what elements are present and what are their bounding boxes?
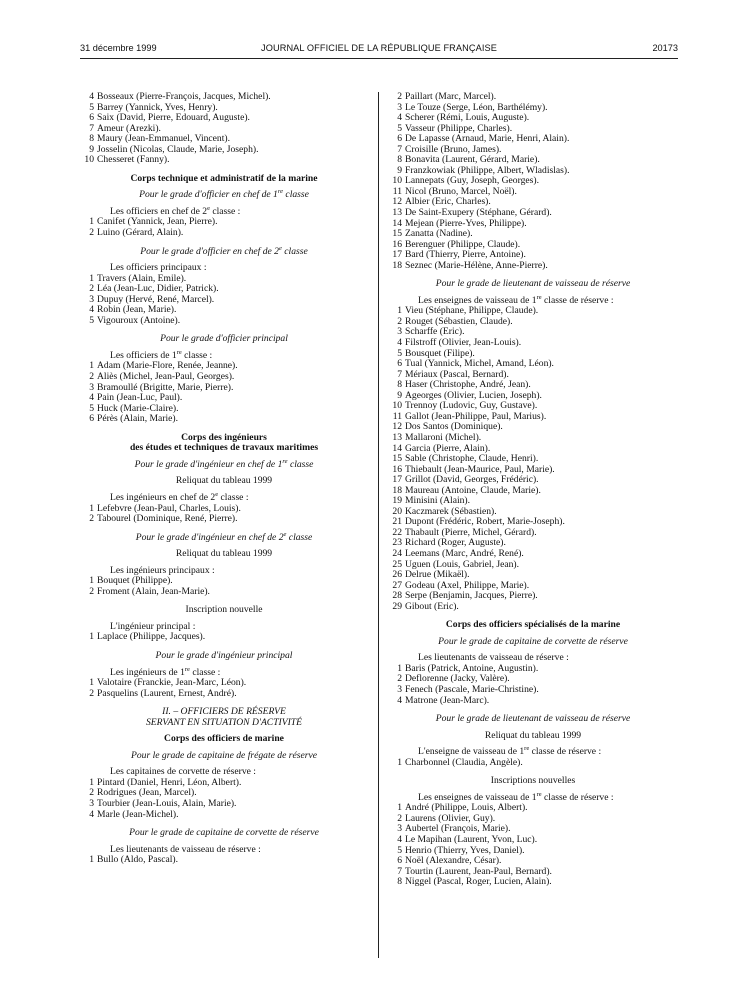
entry-rank: 12 [392, 421, 402, 433]
entry-rank: 2 [397, 673, 402, 685]
list-entry [80, 414, 368, 425]
column-divider [378, 92, 379, 958]
entry-name: Maury (Jean-Emmanuel, Vincent). [97, 133, 230, 145]
entry-name: Richard (Roger, Auguste). [405, 537, 506, 549]
entry-rank: 6 [89, 413, 94, 425]
entry-rank: 6 [397, 855, 402, 867]
entry-rank: 11 [392, 410, 402, 422]
entry-rank: 16 [392, 463, 402, 475]
list-entry [388, 877, 678, 888]
entry-rank: 13 [392, 207, 402, 219]
list-entry [80, 587, 368, 598]
entry-name: Tual (Yannick, Michel, Amand, Léon). [405, 358, 554, 370]
name-list [80, 855, 368, 866]
entry-name: Bosseaux (Pierre-François, Jacques, Michel). [97, 91, 271, 102]
entry-rank: 2 [89, 283, 94, 295]
entry-rank: 25 [392, 558, 402, 570]
entry-name: Mejean (Pierre-Yves, Philippe). [405, 217, 527, 229]
entry-rank: 1 [89, 216, 94, 228]
grade-heading: Pour le grade de capitaine de corvette de réserve [129, 827, 319, 839]
entry-rank: 4 [397, 337, 402, 349]
entry-name: Berenguer (Philippe, Claude). [405, 238, 521, 250]
entry-rank: 9 [397, 164, 402, 176]
entry-rank: 3 [397, 326, 402, 338]
name-list [388, 803, 678, 887]
entry-name: Franzkowiak (Philippe, Albert, Wladislas). [405, 164, 570, 176]
entry-rank: 1 [89, 631, 94, 643]
list-entry [80, 514, 368, 525]
entry-name: Serpe (Benjamin, Jacques, Pierre). [405, 590, 538, 602]
entry-name: Vieu (Stéphane, Philippe, Claude). [405, 305, 539, 317]
entry-rank: 3 [397, 101, 402, 113]
entry-rank: 15 [392, 453, 402, 465]
inscription-heading: Inscriptions nouvelles [490, 775, 576, 787]
entry-name: Scherer (Rémi, Louis, Auguste). [405, 112, 530, 124]
entry-name: Thabault (Pierre, Michel, Gérard). [405, 526, 537, 538]
entry-name: Mériaux (Pascal, Bernard). [405, 368, 509, 380]
name-list [388, 306, 678, 612]
entry-name: Matrone (Jean-Marc). [405, 694, 490, 706]
entry-name: Thiebault (Jean-Maurice, Paul, Marie). [405, 463, 555, 475]
list-intro: Les capitaines de corvette de réserve : [110, 766, 256, 778]
list-intro: L'ingénieur principal : [110, 620, 196, 632]
grade-heading: Pour le grade d'ingénieur principal [155, 649, 293, 661]
list-intro: Les lieutenants de vaisseau de réserve : [110, 843, 261, 855]
entry-name: Grillot (David, Georges, Frédéric). [405, 474, 539, 486]
entry-rank: 1 [397, 756, 402, 768]
list-entry [388, 433, 678, 444]
entry-name: Dos Santos (Dominique). [405, 421, 503, 433]
entry-name: Rouget (Sébastien, Claude). [405, 315, 513, 327]
list-entry [80, 632, 368, 643]
entry-rank: 13 [392, 431, 402, 443]
list-entry [388, 92, 678, 103]
list-intro: Les enseignes de vaisseau de 1re classe de réserve : [418, 293, 614, 306]
entry-name: Uguen (Louis, Gabriel, Jean). [405, 558, 520, 570]
list-intro: L'enseigne de vaisseau de 1re classe de réserve : [418, 744, 602, 758]
entry-rank: 3 [89, 293, 94, 305]
entry-name: Nicol (Bruno, Marcel, Noël). [405, 185, 517, 197]
grade-heading: Pour le grade d'officier principal [160, 333, 288, 345]
list-entry [388, 549, 678, 560]
entry-rank: 15 [392, 228, 402, 240]
name-list [388, 92, 678, 271]
entry-rank: 7 [397, 865, 402, 877]
entry-name: Godeau (Axel, Philippe, Marie). [405, 579, 530, 591]
entry-name: Ameur (Arezki). [97, 122, 161, 134]
entry-rank: 4 [397, 112, 402, 124]
entry-rank: 7 [397, 368, 402, 380]
entry-rank: 7 [397, 143, 402, 155]
entry-rank: 1 [397, 802, 402, 814]
list-entry [388, 758, 678, 769]
entry-name: Barrey (Yannick, Yves, Henry). [97, 101, 218, 113]
entry-rank: 8 [89, 133, 94, 145]
name-list [80, 92, 368, 166]
entry-name: Froment (Alain, Jean-Marie). [97, 585, 210, 597]
entry-name: Charbonnel (Claudia, Angèle). [405, 756, 523, 768]
entry-name: Sable (Christophe, Claude, Henri). [405, 453, 539, 465]
grade-heading: Pour le grade d'officier en chef de 2e classe [140, 244, 308, 257]
left-column [80, 92, 368, 866]
grade-heading: Pour le grade d'ingénieur en chef de 1re classe [134, 457, 314, 470]
entry-rank: 1 [89, 272, 94, 284]
header-journal-title: JOURNAL OFFICIEL DE LA RÉPUBLIQUE FRANÇAISE [261, 43, 497, 53]
entry-rank: 5 [397, 122, 402, 134]
entry-name: Niggel (Pascal, Roger, Lucien, Alain). [405, 876, 552, 888]
entry-rank: 2 [89, 227, 94, 239]
entry-name: Travers (Alain, Emile). [97, 272, 187, 284]
entry-name: Le Mapihan (Laurent, Yvon, Luc). [405, 834, 538, 845]
entry-name: Pain (Jean-Luc, Paul). [97, 392, 183, 404]
entry-rank: 9 [89, 143, 94, 155]
name-list [80, 504, 368, 525]
list-intro: Les lieutenants de vaisseau de réserve : [418, 652, 569, 664]
entry-rank: 17 [392, 474, 402, 486]
right-column [388, 92, 678, 888]
entry-rank: 21 [392, 516, 402, 528]
name-list [80, 632, 368, 643]
entry-name: Ageorges (Olivier, Lucien, Joseph). [405, 389, 542, 401]
entry-name: Le Touze (Serge, Léon, Barthélémy). [405, 101, 548, 113]
entry-rank: 5 [397, 844, 402, 856]
grade-heading: Pour le grade de lieutenant de vaisseau de réserve [435, 278, 631, 290]
entry-name: Noël (Alexandre, César). [405, 855, 502, 867]
entry-name: Bousquet (Filipe). [405, 347, 475, 359]
entry-name: Minisini (Alain). [405, 495, 471, 507]
list-entry [388, 602, 678, 613]
part-heading-line-2: SERVANT EN SITUATION D'ACTIVITÉ [145, 716, 302, 728]
entry-name: Maureau (Antoine, Claude, Marie). [405, 484, 541, 496]
entry-name: Garcia (Pierre, Alain). [405, 442, 491, 454]
entry-name: Laurens (Olivier, Guy). [405, 812, 496, 824]
entry-rank: 1 [89, 575, 94, 587]
entry-rank: 27 [392, 579, 402, 591]
entry-rank: 17 [392, 249, 402, 261]
entry-rank: 1 [89, 502, 94, 514]
entry-rank: 2 [397, 315, 402, 327]
entry-rank: 6 [397, 133, 402, 145]
entry-name: Huck (Marie-Claire). [97, 402, 179, 414]
entry-name: Josselin (Nicolas, Claude, Marie, Joseph). [97, 143, 259, 155]
entry-rank: 3 [89, 381, 94, 393]
entry-rank: 3 [89, 797, 94, 809]
list-entry [388, 685, 678, 696]
list-intro: Les enseignes de vaisseau de 1re classe de réserve : [418, 790, 614, 803]
list-intro: Les officiers de 1re classe : [110, 348, 213, 361]
entry-name: Pérès (Alain, Marie). [97, 413, 178, 425]
entry-rank: 4 [89, 304, 94, 316]
entry-rank: 28 [392, 590, 402, 602]
list-entry [388, 454, 678, 465]
entry-name: Luino (Gérard, Alain). [97, 227, 184, 239]
part-heading: II. – OFFICIERS DE RÉSERVE [162, 706, 286, 718]
list-entry [80, 228, 368, 239]
grade-heading: Pour le grade de capitaine de corvette de réserve [438, 635, 628, 647]
list-entry [80, 855, 368, 866]
name-list [80, 678, 368, 699]
name-list [80, 274, 368, 327]
grade-heading: Pour le grade d'ingénieur en chef de 2e classe [135, 530, 313, 543]
entry-name: Mallaroni (Michel). [405, 431, 482, 443]
entry-name: Scharffe (Eric). [405, 326, 465, 338]
entry-name: Zanatta (Nadine). [405, 228, 473, 240]
entry-rank: 4 [397, 834, 402, 845]
list-intro: Les officiers en chef de 2e classe : [110, 204, 241, 217]
entry-name: Laplace (Philippe, Jacques). [97, 631, 206, 643]
entry-name: Albier (Eric, Charles). [405, 196, 491, 208]
entry-rank: 5 [397, 347, 402, 359]
entry-rank: 22 [392, 526, 402, 538]
entry-name: Kaczmarek (Sébastien). [405, 505, 497, 517]
entry-rank: 2 [397, 812, 402, 824]
entry-name: Bonavita (Laurent, Gérard, Marie). [405, 154, 540, 166]
list-entry [80, 92, 368, 103]
entry-rank: 10 [392, 400, 402, 412]
entry-name: Gallot (Jean-Philippe, Paul, Marius). [405, 410, 547, 422]
entry-name: Delrue (Mikaël). [405, 569, 470, 581]
entry-rank: 10 [84, 154, 94, 166]
entry-rank: 2 [89, 687, 94, 699]
entry-rank: 1 [89, 360, 94, 372]
entry-rank: 2 [89, 585, 94, 597]
entry-name: Valotaire (Franckie, Jean-Marc, Léon). [97, 677, 247, 689]
entry-name: Bramoullé (Brigitte, Marie, Pierre). [97, 381, 234, 393]
list-entry [80, 799, 368, 810]
entry-rank: 6 [397, 358, 402, 370]
entry-rank: 2 [89, 513, 94, 525]
entry-name: Canifet (Yannick, Jean, Pierre). [97, 216, 218, 228]
section-heading-line-2: des études et techniques de travaux maritimes [129, 442, 319, 454]
reliquat-label: Reliquat du tableau 1999 [175, 548, 273, 560]
reliquat-label: Reliquat du tableau 1999 [484, 729, 582, 741]
header-rule [80, 58, 678, 59]
name-list [80, 576, 368, 597]
list-entry [388, 338, 678, 349]
page-header [80, 43, 678, 55]
entry-name: Fenech (Pascale, Marie-Christine). [405, 683, 539, 695]
entry-rank: 6 [89, 112, 94, 124]
entry-rank: 14 [392, 442, 402, 454]
reliquat-label: Reliquat du tableau 1999 [175, 475, 273, 487]
entry-rank: 19 [392, 495, 402, 507]
list-entry [80, 316, 368, 327]
entry-name: Tourtin (Laurent, Jean-Paul, Bernard). [405, 865, 552, 877]
list-entry [80, 689, 368, 700]
list-entry [388, 835, 678, 846]
entry-name: De Lapasse (Arnaud, Marie, Henri, Alain). [405, 133, 570, 145]
entry-name: Tabourel (Dominique, René, Pierre). [97, 513, 238, 525]
list-intro: Les ingénieurs principaux : [110, 564, 215, 576]
entry-name: Baris (Patrick, Antoine, Augustin). [405, 662, 539, 674]
entry-rank: 2 [89, 371, 94, 383]
entry-name: Adam (Marie-Flore, Renée, Jeanne). [97, 360, 238, 372]
entry-rank: 8 [397, 154, 402, 166]
entry-name: De Saint-Exupery (Stéphane, Gérard). [405, 207, 552, 219]
name-list [80, 778, 368, 820]
entry-rank: 2 [397, 91, 402, 102]
entry-name: Dupuy (Hervé, René, Marcel). [97, 293, 215, 305]
entry-name: Vigouroux (Antoine). [97, 314, 181, 326]
entry-rank: 11 [392, 185, 402, 197]
entry-rank: 2 [89, 787, 94, 799]
section-heading: Corps technique et administratif de la marine [130, 172, 318, 184]
list-entry [388, 208, 678, 219]
entry-rank: 3 [397, 823, 402, 835]
entry-rank: 26 [392, 569, 402, 581]
entry-rank: 4 [89, 808, 94, 820]
list-entry [388, 261, 678, 272]
list-entry [80, 810, 368, 821]
entry-name: Deflorenne (Jacky, Valère). [405, 673, 510, 685]
header-page-number: 20173 [652, 43, 678, 53]
entry-rank: 16 [392, 238, 402, 250]
entry-rank: 10 [392, 175, 402, 187]
entry-rank: 1 [397, 305, 402, 317]
header-date: 31 décembre 1999 [80, 43, 157, 53]
entry-rank: 1 [397, 662, 402, 674]
entry-rank: 29 [392, 600, 402, 612]
entry-rank: 20 [392, 505, 402, 517]
entry-name: Haser (Christophe, André, Jean). [405, 379, 531, 391]
entry-name: Lefebvre (Jean-Paul, Charles, Louis). [97, 502, 241, 514]
entry-rank: 23 [392, 537, 402, 549]
entry-rank: 8 [397, 379, 402, 391]
entry-rank: 12 [392, 196, 402, 208]
entry-name: Pasquelins (Laurent, Ernest, André). [97, 687, 237, 699]
section-heading: Corps des officiers de marine [164, 733, 284, 745]
entry-name: Seznec (Marie-Hélène, Anne-Pierre). [405, 259, 548, 271]
entry-rank: 1 [89, 776, 94, 788]
entry-name: Chesseret (Fanny). [97, 154, 170, 166]
entry-name: André (Philippe, Louis, Albert). [405, 802, 528, 814]
name-list [388, 664, 678, 706]
entry-name: Paillart (Marc, Marcel). [405, 91, 497, 102]
entry-rank: 1 [89, 677, 94, 689]
entry-name: Léa (Jean-Luc, Didier, Patrick). [97, 283, 219, 295]
inscription-heading: Inscription nouvelle [185, 604, 263, 616]
entry-rank: 14 [392, 217, 402, 229]
entry-rank: 5 [89, 402, 94, 414]
entry-rank: 1 [89, 854, 94, 866]
entry-name: Bullo (Aldo, Pascal). [97, 854, 179, 866]
entry-name: Dupont (Frédéric, Robert, Marie-Joseph). [405, 516, 565, 528]
entry-name: Vasseur (Philippe, Charles). [405, 122, 513, 134]
list-entry [388, 696, 678, 707]
entry-rank: 4 [89, 392, 94, 404]
entry-name: Trennoy (Ludovic, Guy, Gustave). [405, 400, 538, 412]
list-intro: Les ingénieurs en chef de 2e classe : [110, 490, 249, 503]
entry-rank: 9 [397, 389, 402, 401]
entry-name: Leemans (Marc, André, René). [405, 547, 524, 559]
entry-name: Lannepats (Guy, Joseph, Georges). [405, 175, 540, 187]
entry-name: Marle (Jean-Michel). [97, 808, 179, 820]
name-list [80, 361, 368, 424]
entry-rank: 5 [89, 314, 94, 326]
entry-name: Robin (Jean, Marie). [97, 304, 177, 316]
entry-rank: 8 [397, 876, 402, 888]
grade-heading: Pour le grade de capitaine de frégate de réserve [131, 749, 317, 761]
grade-heading: Pour le grade de lieutenant de vaisseau de réserve [435, 713, 631, 725]
entry-rank: 24 [392, 547, 402, 559]
name-list [388, 758, 678, 769]
entry-name: Aubertel (François, Marie). [405, 823, 511, 835]
entry-name: Henrio (Thierry, Yves, Daniel). [405, 844, 525, 856]
entry-rank: 18 [392, 259, 402, 271]
entry-rank: 5 [89, 101, 94, 113]
list-entry [80, 155, 368, 166]
entry-name: Pintard (Daniel, Henri, Léon, Albert). [97, 776, 242, 788]
entry-name: Gibout (Eric). [405, 600, 459, 612]
name-list [80, 217, 368, 238]
entry-name: Bard (Thierry, Pierre, Antoine). [405, 249, 526, 261]
entry-name: Rodrigues (Jean, Marcel). [97, 787, 197, 799]
entry-rank: 7 [89, 122, 94, 134]
list-intro: Les officiers principaux : [110, 262, 207, 274]
entry-rank: 3 [397, 683, 402, 695]
section-heading: Corps des officiers spécialisés de la marine [445, 619, 621, 631]
entry-name: Filstroff (Olivier, Jean-Louis). [405, 337, 522, 349]
list-intro: Les ingénieurs de 1re classe : [110, 665, 221, 678]
entry-rank: 4 [397, 694, 402, 706]
section-heading: Corps des ingénieurs [181, 431, 267, 443]
grade-heading: Pour le grade d'officier en chef de 1re classe [139, 188, 309, 201]
entry-rank: 4 [89, 91, 94, 102]
entry-name: Saix (David, Pierre, Edouard, Auguste). [97, 112, 250, 124]
entry-name: Croisille (Bruno, James). [405, 143, 502, 155]
entry-name: Tourbier (Jean-Louis, Alain, Marie). [97, 797, 237, 809]
entry-rank: 18 [392, 484, 402, 496]
list-entry [80, 372, 368, 383]
entry-name: Aliès (Michel, Jean-Paul, Georges). [97, 371, 235, 383]
entry-name: Bouquet (Philippe). [97, 575, 173, 587]
